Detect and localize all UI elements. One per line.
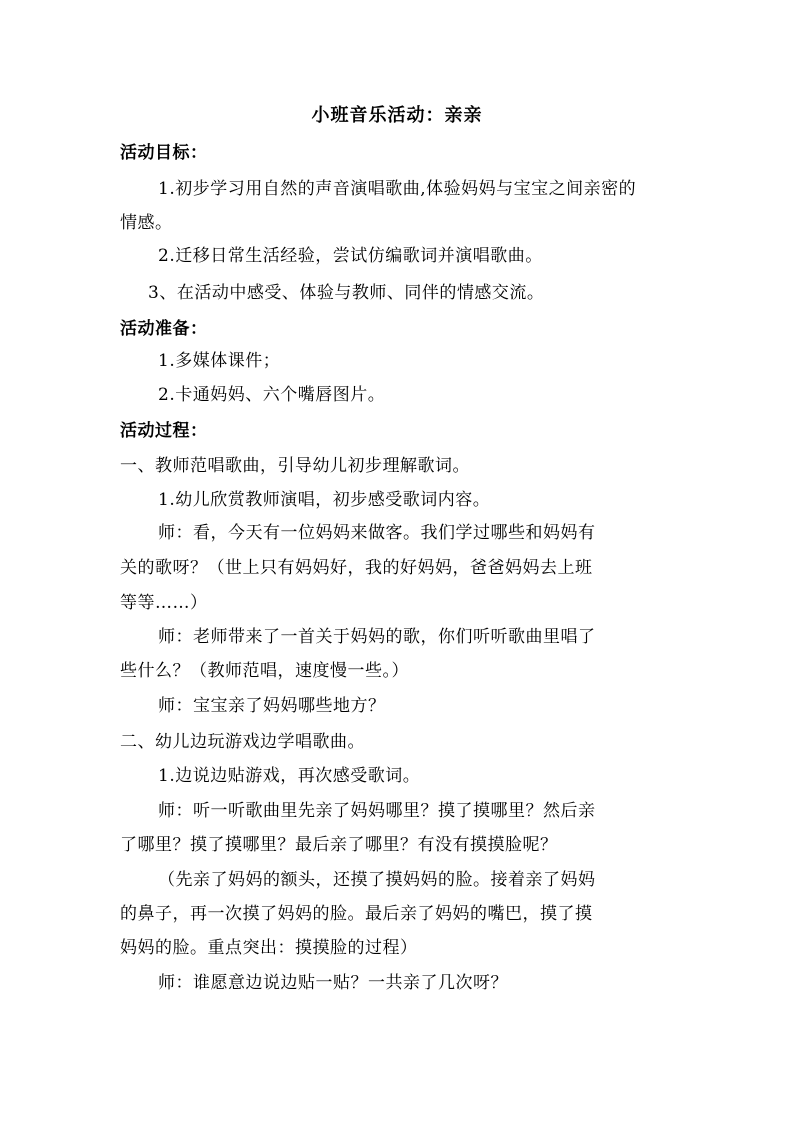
process-line-4: 关的歌呀？（世上只有妈妈好，我的好妈妈，爸爸妈妈去上班 (120, 558, 593, 578)
page-title: 小班音乐活动：亲亲 (311, 105, 483, 126)
process-line-3: 师：看，今天有一位妈妈来做客。我们学过哪些和妈妈有 (158, 523, 596, 543)
goal-item-3: 3、在活动中感受、体验与教师、同伴的情感交流。 (148, 283, 545, 303)
goal-item-1-cont: 情感。 (120, 213, 173, 233)
process-line-10: 1.边说边贴游戏，再次感受歌词。 (158, 766, 421, 786)
process-line-8: 师：宝宝亲了妈妈哪些地方？ (158, 696, 386, 716)
process-line-5: 等等……） (120, 593, 208, 613)
prep-item-2: 2.卡通妈妈、六个嘴唇图片。 (158, 385, 386, 405)
process-line-1: 一、教师范唱歌曲，引导幼儿初步理解歌词。 (120, 456, 470, 476)
process-line-6: 师：老师带来了一首关于妈妈的歌，你们听听歌曲里唱了 (158, 627, 596, 647)
process-line-9: 二、幼儿边玩游戏边学唱歌曲。 (120, 732, 365, 752)
process-line-11: 师：听一听歌曲里先亲了妈妈哪里？摸了摸哪里？然后亲 (158, 801, 596, 821)
goal-item-1: 1.初步学习用自然的声音演唱歌曲,体验妈妈与宝宝之间亲密的 (158, 179, 637, 199)
goal-item-2: 2.迁移日常生活经验，尝试仿编歌词并演唱歌曲。 (158, 246, 543, 266)
process-heading: 活动过程： (120, 421, 208, 441)
process-line-13: （先亲了妈妈的额头，还摸了摸妈妈的脸。接着亲了妈妈 (158, 870, 596, 890)
prep-item-1: 1.多媒体课件； (158, 351, 281, 371)
goals-heading: 活动目标： (120, 143, 208, 163)
process-line-7: 些什么？（教师范唱，速度慢一些。） (120, 661, 409, 681)
process-line-2: 1.幼儿欣赏教师演唱，初步感受歌词内容。 (158, 490, 491, 510)
process-line-15: 妈妈的脸。重点突出：摸摸脸的过程） (120, 938, 418, 958)
process-line-14: 的鼻子，再一次摸了妈妈的脸。最后亲了妈妈的嘴巴，摸了摸 (120, 904, 593, 924)
process-line-16: 师：谁愿意边说边贴一贴？一共亲了几次呀？ (158, 973, 508, 993)
process-line-12: 了哪里？摸了摸哪里？最后亲了哪里？有没有摸摸脸呢？ (120, 835, 558, 855)
prep-heading: 活动准备： (120, 319, 208, 339)
